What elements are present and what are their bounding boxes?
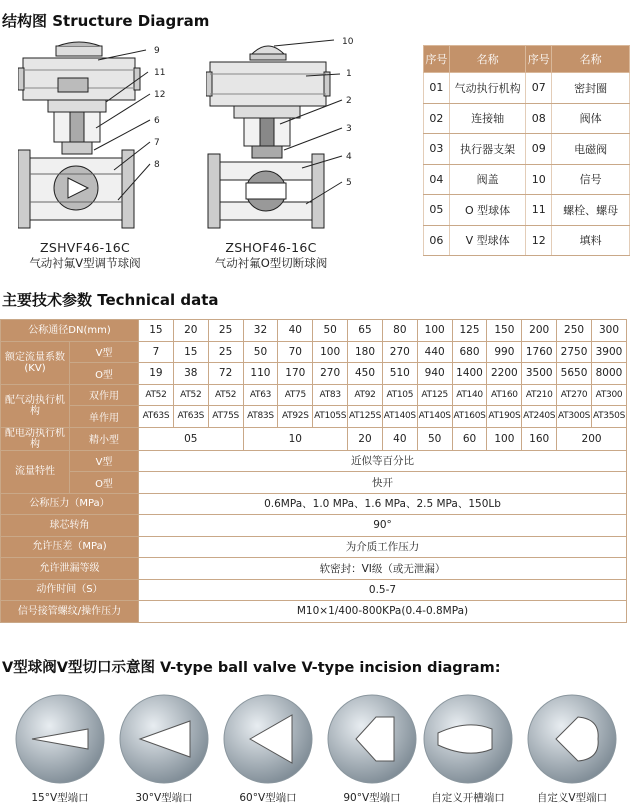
angle-value: 90° <box>139 515 627 537</box>
part-name: 电磁阀 <box>552 134 630 165</box>
single-cell: AT83S <box>243 406 278 428</box>
kv_v-cell: 270 <box>382 341 417 363</box>
mini-cell: 160 <box>522 427 557 450</box>
vcut-ball-3 <box>222 693 314 785</box>
structure-title: 结构图 Structure Diagram <box>2 12 210 30</box>
parts-table <box>423 45 630 256</box>
callout-10: 10 <box>342 37 354 47</box>
table-row <box>1 558 627 580</box>
double-cell: AT52 <box>208 384 243 406</box>
signal-label: 信号接管螺纹/操作压力 <box>1 601 139 623</box>
part-number: 06 <box>424 225 450 256</box>
kv_v-cell: 3900 <box>591 341 626 363</box>
table-row <box>424 225 630 256</box>
vcut-ball-1 <box>14 693 106 785</box>
single-cell: AT300S <box>557 406 592 428</box>
kv_o-cell: 510 <box>382 363 417 385</box>
callout-1: 1 <box>346 69 352 79</box>
dn-cell: 250 <box>557 320 592 342</box>
single-cell: AT190S <box>487 406 522 428</box>
kv-v-label: V型 <box>70 341 139 363</box>
pressure-label: 公称压力（MPa） <box>1 493 139 515</box>
kv_o-cell: 72 <box>208 363 243 385</box>
mini-cell: 60 <box>452 427 487 450</box>
part-name: 连接轴 <box>449 103 526 134</box>
callout-7: 7 <box>154 138 160 148</box>
callout-5: 5 <box>346 178 352 188</box>
vcut-label: 60°V型端口 <box>239 792 297 804</box>
mini-cell: 20 <box>348 427 383 450</box>
part-number: 07 <box>526 73 552 104</box>
callout-8: 8 <box>154 160 160 170</box>
vcut-label: 自定义V型端口 <box>536 792 608 804</box>
vcut-title: V型球阀V型切口示意图 V-type ball valve V-type incision diagram: <box>2 660 501 676</box>
single-cell: AT160S <box>452 406 487 428</box>
double-cell: AT75 <box>278 384 313 406</box>
callout-2: 2 <box>346 96 352 106</box>
single-cell: AT240S <box>522 406 557 428</box>
left-caption <box>10 240 160 271</box>
o-valve-drawing <box>206 36 366 236</box>
dn-label: 公称通径DN(mm) <box>1 320 139 342</box>
table-row <box>424 134 630 165</box>
part-number: 09 <box>526 134 552 165</box>
part-number: 08 <box>526 103 552 134</box>
double-cell: AT125 <box>417 384 452 406</box>
part-name: 阀盖 <box>449 164 526 195</box>
part-number: 03 <box>424 134 450 165</box>
double-cell: AT210 <box>522 384 557 406</box>
kv_v-cell: 70 <box>278 341 313 363</box>
time-value: 0.5-7 <box>139 579 627 601</box>
dn-cell: 125 <box>452 320 487 342</box>
single-cell: AT92S <box>278 406 313 428</box>
dn-cell: 300 <box>591 320 626 342</box>
single-cell: AT75S <box>208 406 243 428</box>
single-cell: AT140S <box>417 406 452 428</box>
left-name: 气动衬氟V型调节球阀 <box>29 256 141 270</box>
part-name: O 型球体 <box>449 195 526 226</box>
diff-label: 允许压差（MPa) <box>1 536 139 558</box>
table-row <box>1 536 627 558</box>
part-number: 10 <box>526 164 552 195</box>
dn-cell: 100 <box>417 320 452 342</box>
double-cell: AT300 <box>591 384 626 406</box>
mini-cell: 200 <box>557 427 627 450</box>
part-name: 阀体 <box>552 103 630 134</box>
dn-cell: 50 <box>313 320 348 342</box>
part-name: 执行器支架 <box>449 134 526 165</box>
vcut-ball-4 <box>326 693 418 785</box>
angle-label: 球芯转角 <box>1 515 139 537</box>
mini-cell: 05 <box>139 427 244 450</box>
double-cell: AT52 <box>173 384 208 406</box>
kv_v-cell: 1760 <box>522 341 557 363</box>
part-number: 12 <box>526 225 552 256</box>
double-cell: AT160 <box>487 384 522 406</box>
kv_o-cell: 2200 <box>487 363 522 385</box>
part-number: 02 <box>424 103 450 134</box>
mini-cell: 50 <box>417 427 452 450</box>
parts-header: 名称 <box>449 46 526 73</box>
mini-cell: 100 <box>487 427 522 450</box>
kv_v-cell: 440 <box>417 341 452 363</box>
table-row <box>1 579 627 601</box>
flow-o-label: O型 <box>70 472 139 494</box>
double-cell: AT270 <box>557 384 592 406</box>
kv_o-cell: 940 <box>417 363 452 385</box>
elec-label: 配电动执行机构 <box>1 427 70 450</box>
double-cell: AT92 <box>348 384 383 406</box>
vcut-label: 自定义开槽端口 <box>431 792 505 804</box>
single-cell: AT350S <box>591 406 626 428</box>
tech-table <box>0 319 627 623</box>
dn-cell: 200 <box>522 320 557 342</box>
flow-v-value: 近似等百分比 <box>139 450 627 472</box>
single-label: 单作用 <box>70 406 139 428</box>
dn-cell: 32 <box>243 320 278 342</box>
table-row <box>1 363 627 385</box>
mini-cell: 10 <box>243 427 348 450</box>
single-cell: AT105S <box>313 406 348 428</box>
callout-6: 6 <box>154 116 160 126</box>
dn-cell: 65 <box>348 320 383 342</box>
callout-4: 4 <box>346 152 352 162</box>
kv_o-cell: 1400 <box>452 363 487 385</box>
v-valve-drawing <box>18 40 188 236</box>
callout-9: 9 <box>154 46 160 56</box>
table-row <box>1 406 627 428</box>
vcut-ball-6 <box>526 693 618 785</box>
dn-cell: 80 <box>382 320 417 342</box>
table-row <box>1 384 627 406</box>
single-cell: AT63S <box>139 406 174 428</box>
flow-o-value: 快开 <box>139 472 627 494</box>
table-row <box>1 472 627 494</box>
parts-header: 序号 <box>526 46 552 73</box>
double-cell: AT63 <box>243 384 278 406</box>
dn-cell: 15 <box>139 320 174 342</box>
callout-12: 12 <box>154 90 166 100</box>
double-cell: AT52 <box>139 384 174 406</box>
kv_v-cell: 100 <box>313 341 348 363</box>
part-name: V 型球体 <box>449 225 526 256</box>
right-model: ZSHOF46-16C <box>225 240 317 255</box>
table-row <box>424 103 630 134</box>
kv_o-cell: 270 <box>313 363 348 385</box>
callout-11: 11 <box>154 68 166 78</box>
vcut-ball-5 <box>422 693 514 785</box>
table-row <box>1 493 627 515</box>
pneu-label: 配气动执行机构 <box>1 384 70 427</box>
left-model: ZSHVF46-16C <box>40 240 130 255</box>
single-cell: AT140S <box>382 406 417 428</box>
dn-cell: 25 <box>208 320 243 342</box>
pressure-value: 0.6MPa、1.0 MPa、1.6 MPa、2.5 MPa、150Lb <box>139 493 627 515</box>
kv_o-cell: 450 <box>348 363 383 385</box>
table-row <box>1 427 627 450</box>
kv_o-cell: 5650 <box>557 363 592 385</box>
kv_v-cell: 50 <box>243 341 278 363</box>
part-name: 信号 <box>552 164 630 195</box>
double-cell: AT83 <box>313 384 348 406</box>
single-cell: AT125S <box>348 406 383 428</box>
kv_v-cell: 25 <box>208 341 243 363</box>
flow-label: 流量特性 <box>1 450 70 493</box>
kv_o-cell: 8000 <box>591 363 626 385</box>
kv_v-cell: 2750 <box>557 341 592 363</box>
signal-value: M10×1/400-800KPa(0.4-0.8MPa) <box>139 601 627 623</box>
table-row <box>1 320 627 342</box>
vcut-label: 30°V型端口 <box>135 792 193 804</box>
table-row <box>424 195 630 226</box>
mini-label: 精小型 <box>70 427 139 450</box>
kv_v-cell: 680 <box>452 341 487 363</box>
kv_o-cell: 38 <box>173 363 208 385</box>
leak-label: 允许泄漏等级 <box>1 558 139 580</box>
part-number: 04 <box>424 164 450 195</box>
table-row <box>1 515 627 537</box>
kv_v-cell: 990 <box>487 341 522 363</box>
single-cell: AT63S <box>173 406 208 428</box>
leak-value: 软密封：VI级（或无泄漏） <box>139 558 627 580</box>
dn-cell: 20 <box>173 320 208 342</box>
kv_v-cell: 7 <box>139 341 174 363</box>
flow-v-label: V型 <box>70 450 139 472</box>
kv_o-cell: 19 <box>139 363 174 385</box>
dn-cell: 150 <box>487 320 522 342</box>
double-cell: AT140 <box>452 384 487 406</box>
kv_o-cell: 3500 <box>522 363 557 385</box>
part-name: 密封圈 <box>552 73 630 104</box>
part-number: 11 <box>526 195 552 226</box>
vcut-label: 90°V型端口 <box>343 792 401 804</box>
part-name: 气动执行机构 <box>449 73 526 104</box>
kv_v-cell: 15 <box>173 341 208 363</box>
table-row <box>1 450 627 472</box>
kv-label: 额定流量系数(KV) <box>1 341 70 384</box>
kv_v-cell: 180 <box>348 341 383 363</box>
callout-3: 3 <box>346 124 352 134</box>
kv_o-cell: 170 <box>278 363 313 385</box>
part-name: 填料 <box>552 225 630 256</box>
parts-header: 名称 <box>552 46 630 73</box>
table-row <box>424 164 630 195</box>
time-label: 动作时间（S） <box>1 579 139 601</box>
table-row <box>1 341 627 363</box>
diff-value: 为介质工作压力 <box>139 536 627 558</box>
right-name: 气动衬氟O型切断球阀 <box>214 256 328 270</box>
tech-title: 主要技术参数 Technical data <box>2 291 219 309</box>
mini-cell: 40 <box>382 427 417 450</box>
table-row <box>424 73 630 104</box>
parts-header: 序号 <box>424 46 450 73</box>
table-row <box>1 601 627 623</box>
parts-header-row <box>424 46 630 73</box>
part-number: 05 <box>424 195 450 226</box>
kv_o-cell: 110 <box>243 363 278 385</box>
kv-o-label: O型 <box>70 363 139 385</box>
part-number: 01 <box>424 73 450 104</box>
right-caption <box>196 240 346 271</box>
vcut-label: 15°V型端口 <box>31 792 89 804</box>
part-name: 螺栓、螺母 <box>552 195 630 226</box>
double-label: 双作用 <box>70 384 139 406</box>
dn-cell: 40 <box>278 320 313 342</box>
vcut-ball-2 <box>118 693 210 785</box>
double-cell: AT105 <box>382 384 417 406</box>
